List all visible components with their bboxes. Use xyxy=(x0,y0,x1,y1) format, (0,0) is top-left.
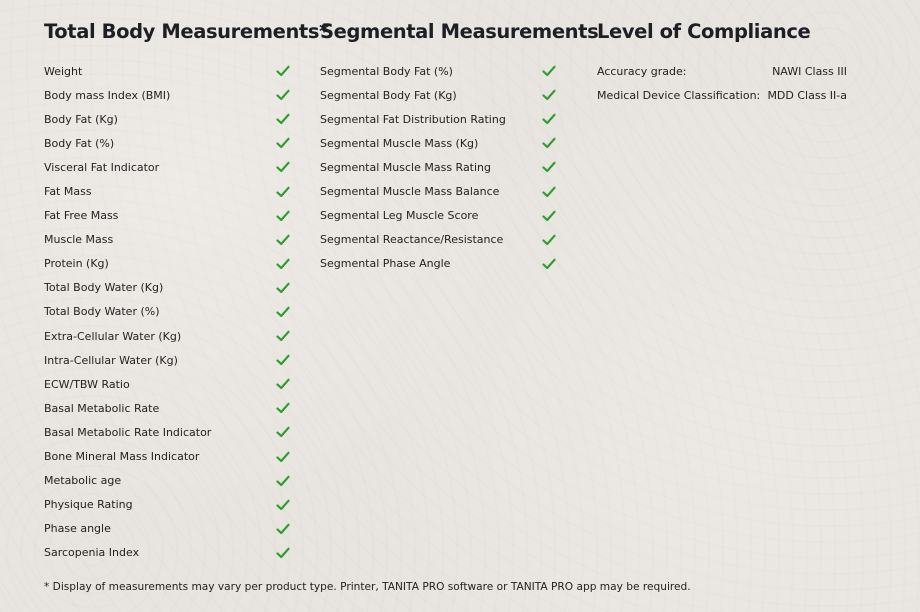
check-icon xyxy=(276,210,290,222)
measurement-item xyxy=(320,131,556,155)
check-icon xyxy=(276,523,290,535)
measurement-label: Sarcopenia Index xyxy=(44,546,140,560)
measurement-item xyxy=(44,324,290,348)
compliance-value: NAWI Class III xyxy=(772,64,847,78)
check-icon xyxy=(276,234,290,246)
measurement-item xyxy=(44,420,290,444)
measurement-item xyxy=(44,445,290,469)
compliance-label: Medical Device Classification: xyxy=(597,88,761,102)
measurement-label: Fat Free Mass xyxy=(44,209,119,223)
check-icon xyxy=(276,137,290,149)
measurement-label: Intra-Cellular Water (Kg) xyxy=(44,353,178,367)
measurement-item xyxy=(320,179,556,203)
measurement-item xyxy=(44,204,290,228)
measurement-label: Segmental Muscle Mass (Kg) xyxy=(320,136,479,150)
check-icon xyxy=(276,402,290,414)
check-icon xyxy=(276,354,290,366)
level-of-compliance-title: Level of Compliance xyxy=(597,20,811,43)
check-icon xyxy=(276,475,290,487)
measurement-item xyxy=(44,300,290,324)
measurement-item xyxy=(44,59,290,83)
measurement-item xyxy=(44,469,290,493)
measurement-label: Body mass Index (BMI) xyxy=(44,88,171,102)
segmental-measurements-section xyxy=(320,20,599,271)
check-icon xyxy=(542,258,556,270)
measurement-label: Physique Rating xyxy=(44,498,133,512)
check-icon xyxy=(276,451,290,463)
check-icon xyxy=(542,186,556,198)
measurement-label: Body Fat (%) xyxy=(44,136,115,150)
check-icon xyxy=(542,65,556,77)
measurement-label: Segmental Phase Angle xyxy=(320,257,451,271)
segmental-measurements-title: Segmental Measurements xyxy=(320,20,599,43)
measurement-item xyxy=(44,541,290,565)
check-icon xyxy=(276,161,290,173)
measurement-item xyxy=(44,107,290,131)
measurement-item xyxy=(320,83,556,107)
measurement-item xyxy=(44,155,290,179)
check-icon xyxy=(542,89,556,101)
measurement-label: Segmental Reactance/Resistance xyxy=(320,233,504,247)
footnote: * Display of measurements may vary per product type. Printer, TANITA PRO software or TANITA PRO app may be required. xyxy=(44,581,691,593)
check-icon xyxy=(276,186,290,198)
measurement-item xyxy=(44,276,290,300)
check-icon xyxy=(542,137,556,149)
compliance-label: Accuracy grade: xyxy=(597,64,687,78)
measurement-item xyxy=(44,179,290,203)
total-body-measurements-section xyxy=(44,20,329,560)
measurement-label: Extra-Cellular Water (Kg) xyxy=(44,329,182,343)
check-icon xyxy=(276,330,290,342)
measurement-label: Bone Mineral Mass Indicator xyxy=(44,450,200,464)
measurement-label: Total Body Water (%) xyxy=(44,305,160,319)
measurement-item xyxy=(44,517,290,541)
measurement-label: Protein (Kg) xyxy=(44,257,109,271)
measurement-item xyxy=(44,348,290,372)
check-icon xyxy=(276,65,290,77)
compliance-value: MDD Class II-a xyxy=(767,88,847,102)
check-icon xyxy=(276,378,290,390)
measurement-label: Basal Metabolic Rate xyxy=(44,401,160,415)
measurement-label: Body Fat (Kg) xyxy=(44,112,118,126)
measurement-item xyxy=(320,228,556,252)
check-icon xyxy=(276,113,290,125)
check-icon xyxy=(276,258,290,270)
total-body-measurements-title: Total Body Measurements* xyxy=(44,20,329,43)
measurement-item xyxy=(44,228,290,252)
measurement-label: Total Body Water (Kg) xyxy=(44,281,164,295)
measurement-item xyxy=(44,131,290,155)
check-icon xyxy=(542,161,556,173)
measurement-label: Segmental Leg Muscle Score xyxy=(320,209,479,223)
measurement-label: ECW/TBW Ratio xyxy=(44,377,130,391)
measurement-label: Segmental Body Fat (%) xyxy=(320,64,453,78)
check-icon xyxy=(276,89,290,101)
measurement-item xyxy=(44,372,290,396)
compliance-list xyxy=(597,59,847,107)
check-icon xyxy=(276,426,290,438)
measurement-label: Basal Metabolic Rate Indicator xyxy=(44,425,212,439)
measurement-label: Segmental Body Fat (Kg) xyxy=(320,88,457,102)
check-icon xyxy=(542,234,556,246)
measurement-item xyxy=(320,252,556,276)
total-body-measurements-list xyxy=(44,59,290,565)
check-icon xyxy=(542,210,556,222)
check-icon xyxy=(276,547,290,559)
check-icon xyxy=(276,499,290,511)
compliance-row xyxy=(597,83,847,107)
measurement-label: Phase angle xyxy=(44,522,111,536)
measurement-label: Segmental Fat Distribution Rating xyxy=(320,112,506,126)
compliance-row xyxy=(597,59,847,83)
measurement-item xyxy=(44,493,290,517)
check-icon xyxy=(542,113,556,125)
check-icon xyxy=(276,306,290,318)
measurement-item xyxy=(44,252,290,276)
measurement-item xyxy=(320,107,556,131)
measurement-label: Metabolic age xyxy=(44,474,122,488)
level-of-compliance-section xyxy=(597,20,847,102)
measurement-item xyxy=(44,83,290,107)
segmental-measurements-list xyxy=(320,59,556,276)
measurement-label: Weight xyxy=(44,64,83,78)
measurement-label: Segmental Muscle Mass Rating xyxy=(320,160,492,174)
measurement-item xyxy=(320,59,556,83)
measurement-label: Segmental Muscle Mass Balance xyxy=(320,185,500,199)
measurement-item xyxy=(320,155,556,179)
measurement-label: Fat Mass xyxy=(44,185,92,199)
measurement-item xyxy=(320,204,556,228)
check-icon xyxy=(276,282,290,294)
measurement-label: Visceral Fat Indicator xyxy=(44,160,160,174)
measurement-item xyxy=(44,396,290,420)
measurement-label: Muscle Mass xyxy=(44,233,114,247)
